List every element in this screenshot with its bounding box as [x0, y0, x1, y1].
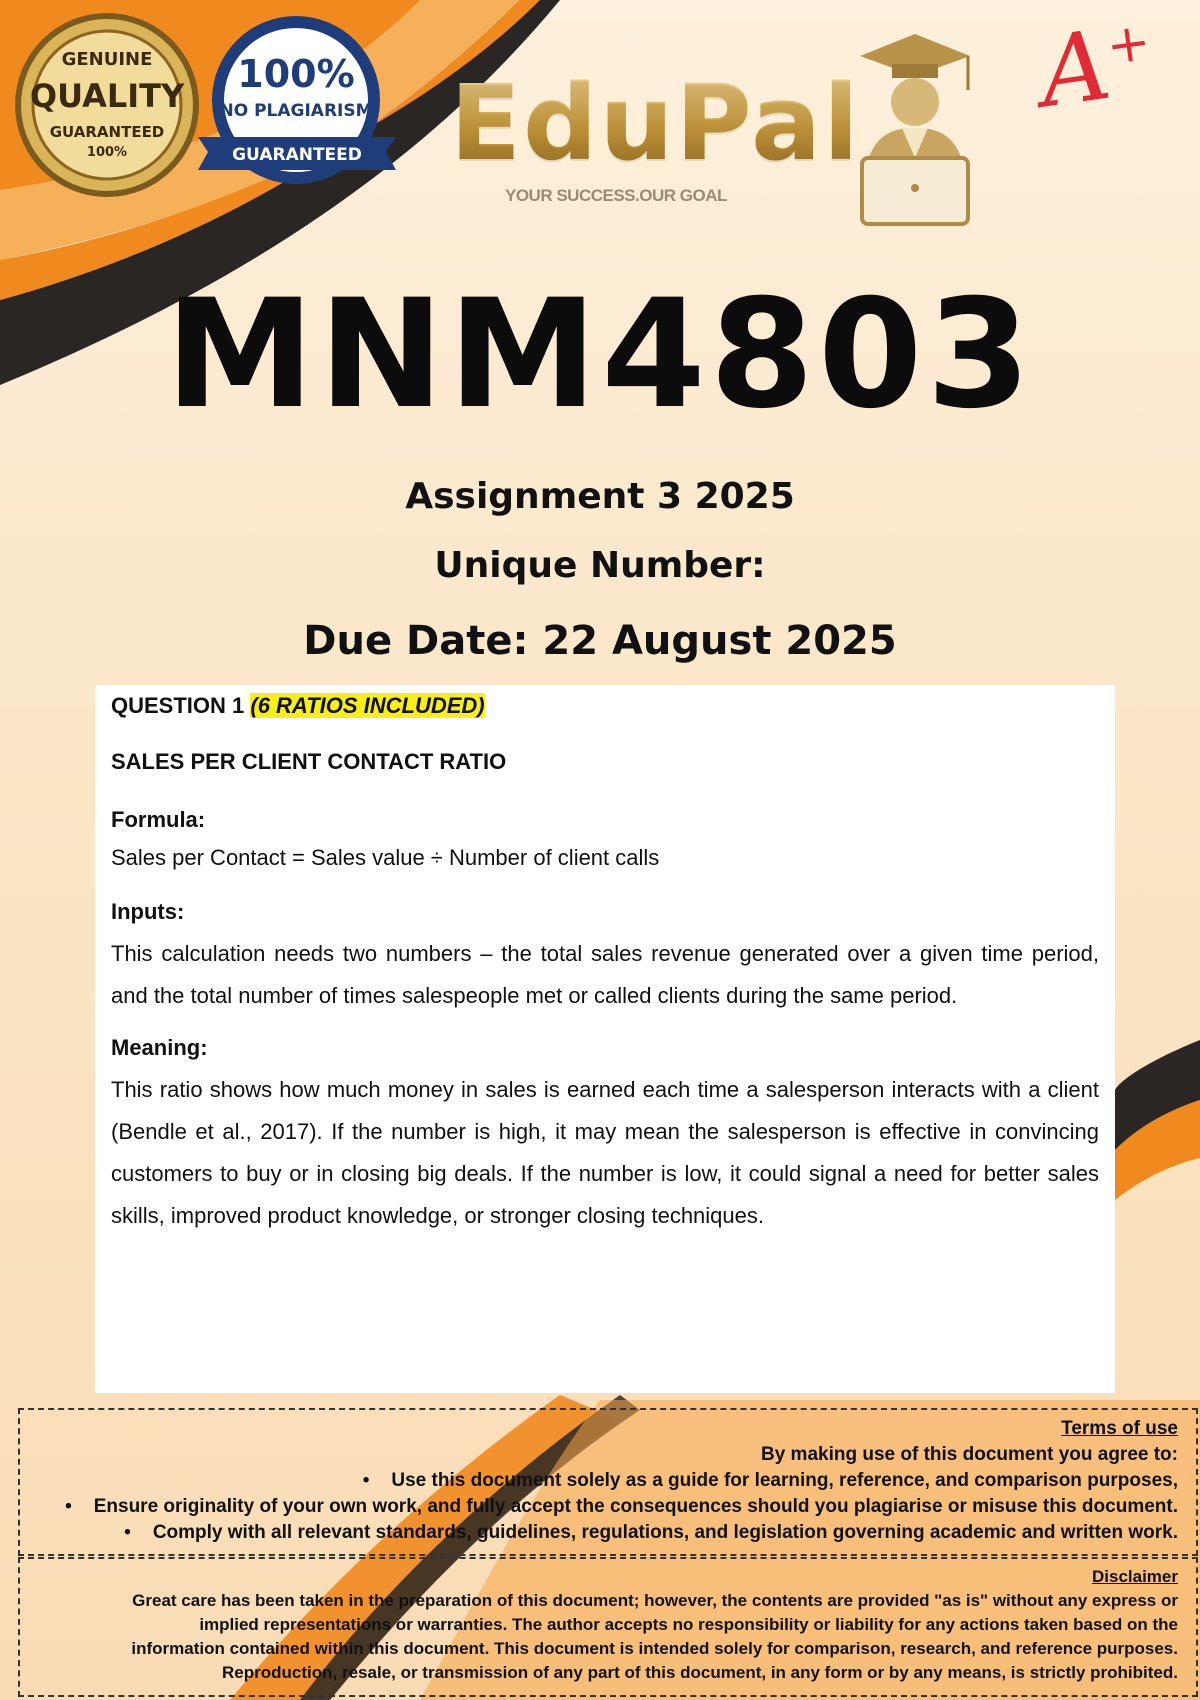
inputs-heading: Inputs:	[111, 899, 185, 924]
question-note: (6 RATIOS INCLUDED)	[250, 693, 485, 718]
plagiarism-badge-line1: 100%	[237, 52, 355, 96]
brand-tagline: YOUR SUCCESS.OUR GOAL	[505, 186, 727, 205]
quality-guaranteed-badge	[12, 10, 202, 200]
inputs-paragraph: This calculation needs two numbers – the total sales revenue generated over a given time period, and the total number of times salespeople met or called clients during the same period.	[111, 941, 1099, 1008]
no-plagiarism-badge	[196, 12, 406, 202]
meaning-paragraph: This ratio shows how much money in sales is earned each time a salesperson interacts with a client (Bendle et al., 2017). If the number is high, it may mean the salesperson is effective in convincing customers to buy or in closing big deals. If the number is low, it could signal a need for better sales skills, improved product knowledge, or stronger closing techniques.	[111, 1077, 1099, 1228]
question-heading	[111, 693, 1099, 719]
unique-number-label: Unique Number:	[434, 545, 766, 586]
content-panel	[95, 685, 1115, 1393]
disclaimer-box	[18, 1557, 1198, 1697]
graduate-laptop-icon	[840, 28, 990, 233]
course-code: MNM4803	[165, 268, 1035, 442]
terms-heading: Terms of use	[1061, 1418, 1178, 1439]
quality-badge-line4: 100%	[86, 145, 128, 160]
formula-text: Sales per Contact = Sales value ÷ Number of client calls	[111, 845, 660, 870]
terms-of-use-box	[18, 1408, 1198, 1556]
a-plus-grade-mark	[1033, 3, 1160, 130]
terms-item: • Use this document solely as a guide for learning, reference, and comparison purposes,	[30, 1468, 1178, 1494]
terms-item: • Comply with all relevant standards, guidelines, regulations, and legislation governing academic and written work.	[30, 1520, 1178, 1546]
formula-heading: Formula:	[111, 807, 206, 832]
meaning-heading: Meaning:	[111, 1035, 208, 1060]
plagiarism-badge-line3: GUARANTEED	[232, 145, 362, 165]
quality-badge-line1: GENUINE	[61, 49, 153, 70]
plagiarism-badge-line2: NO PLAGIARISM	[219, 101, 373, 121]
due-date: Due Date: 22 August 2025	[303, 618, 897, 664]
grade-plus: +	[1102, 11, 1155, 78]
disclaimer-line: Great care has been taken in the preparation of this document; however, the contents are provided "as is" without any express or	[132, 1591, 1178, 1610]
terms-intro: By making use of this document you agree to:	[760, 1444, 1178, 1465]
ratio-title: SALES PER CLIENT CONTACT RATIO	[111, 749, 507, 774]
terms-item: • Ensure originality of your own work, and fully accept the consequences should you plagiarise or misuse this document.	[30, 1494, 1178, 1520]
disclaimer-line: Reproduction, resale, or transmission of any part of this document, in any form or by any means, is strictly prohibited.	[222, 1663, 1178, 1682]
disclaimer-line: implied representations or warranties. The author accepts no responsibility or liability for any actions taken based on the	[199, 1615, 1178, 1634]
disclaimer-heading: Disclaimer	[1092, 1567, 1178, 1586]
question-label: QUESTION 1	[111, 693, 245, 718]
quality-badge-line2: QUALITY	[29, 77, 185, 115]
grade-letter: A	[1032, 8, 1117, 130]
quality-badge-line3: GUARANTEED	[49, 123, 165, 141]
assignment-title: Assignment 3 2025	[405, 476, 795, 517]
disclaimer-line: information contained within this document. This document is intended solely for comparison, research, and reference purposes.	[131, 1639, 1178, 1658]
brand-name: EduPal	[450, 62, 861, 184]
